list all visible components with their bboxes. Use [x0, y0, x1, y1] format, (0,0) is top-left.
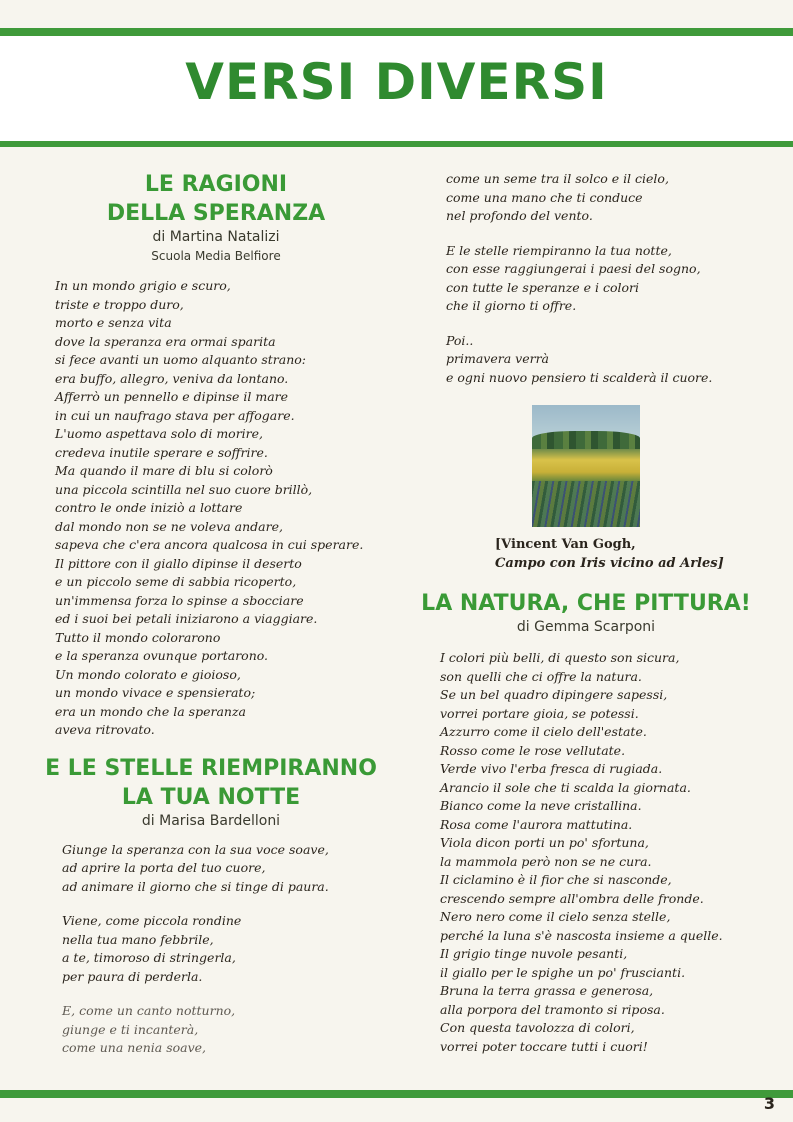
- verse-line: ed i suoi bei petali iniziarono a viaggiare.: [55, 611, 318, 626]
- verse-line: giunge e ti incanterà,: [62, 1021, 199, 1037]
- verse-line: Tutto il mondo colorarono: [55, 629, 221, 645]
- bottom-green-band: [0, 1090, 793, 1098]
- painting-figure: [410, 405, 762, 573]
- verse-line: son quelli che ci offre la natura.: [440, 668, 642, 684]
- stanza: [446, 332, 762, 388]
- poem-title: LA TUA NOTTE: [121, 784, 301, 810]
- verse-line: Il grigio tinge nuvole pesanti,: [440, 946, 628, 961]
- painting-iris: [532, 481, 640, 527]
- verse-line: Bianco come la neve cristallina.: [440, 798, 642, 813]
- verse-line: perché la luna s'è nascosta insieme a quelle.: [440, 927, 723, 943]
- verse-line: Il ciclamino è il fior che si nasconde,: [440, 872, 672, 887]
- verse-line: la mammola però non se ne cura.: [440, 853, 652, 869]
- verse-line: E le stelle riempiranno la tua notte,: [446, 242, 672, 258]
- verse-line: Nero nero come il cielo senza stelle,: [440, 909, 671, 924]
- verse-line: In un mondo grigio e scuro,: [55, 278, 231, 293]
- top-green-band: [0, 28, 793, 36]
- verse-line: con esse raggiungerai i paesi del sogno,: [446, 261, 701, 276]
- verse-line: come una mano che ti conduce: [446, 189, 643, 205]
- verse-line: Ma quando il mare di blu si colorò: [55, 463, 273, 478]
- verse-line: si fece avanti un uomo alquanto strano:: [55, 352, 306, 367]
- verse-line: Viene, come piccola rondine: [62, 913, 242, 928]
- verse-line: aveva ritrovato.: [55, 722, 155, 737]
- verse-line: nel profondo del vento.: [446, 208, 593, 223]
- stanza: [62, 1002, 382, 1058]
- painting-caption: [495, 535, 762, 573]
- poem-body: [410, 649, 762, 1056]
- verse-line: un mondo vivace e spensierato;: [55, 685, 256, 700]
- stanza: [446, 170, 762, 226]
- verse-line: era buffo, allegro, veniva da lontano.: [55, 370, 289, 386]
- verse-line: dal mondo non se ne voleva andare,: [55, 518, 283, 534]
- stanza: [62, 912, 382, 986]
- header-green-line: [0, 141, 793, 147]
- verse-line: vorrei portare gioia, se potessi.: [440, 705, 639, 721]
- verse-line: Azzurro come il cielo dell'estate.: [440, 724, 647, 739]
- stanza: [62, 841, 382, 897]
- painting-trees: [532, 431, 640, 449]
- poem-body: [50, 277, 382, 740]
- verse-line: I colori più belli, di questo son sicura,: [440, 650, 680, 665]
- left-column: [40, 170, 382, 1058]
- stanza: [446, 242, 762, 316]
- verse-line: Bruna la terra grassa e generosa,: [440, 983, 654, 998]
- verse-line: a te, timoroso di stringerla,: [62, 950, 236, 965]
- verse-line: credeva inutile sperare e soffrire.: [55, 444, 268, 460]
- verse-line: primavera verrà: [446, 351, 550, 366]
- verse-line: crescendo sempre all'ombra delle fronde.: [440, 890, 704, 906]
- caption-line: [Vincent Van Gogh,: [495, 537, 636, 552]
- poem-natura: [410, 589, 762, 1056]
- verse-line: E, come un canto notturno,: [62, 1003, 236, 1018]
- verse-line: Arancio il sole che ti scalda la giornata.: [440, 779, 691, 795]
- poem-stelle: [40, 754, 382, 1058]
- verse-line: un'immensa forza lo spinse a sbocciare: [55, 592, 304, 608]
- verse-line: Verde vivo l'erba fresca di rugiada.: [440, 761, 663, 776]
- verse-line: con tutte le speranze e i colori: [446, 279, 640, 295]
- page-title: VERSI DIVERSI: [185, 53, 608, 111]
- poem-title: LE RAGIONI: [144, 172, 288, 197]
- verse-line: sapeva che c'era ancora qualcosa in cui sperare.: [55, 537, 364, 552]
- poem-school: Scuola Media Belfiore: [151, 249, 281, 263]
- poem-title: LA NATURA, CHE PITTURA!: [421, 591, 751, 616]
- verse-line: che il giorno ti offre.: [446, 298, 577, 313]
- verse-line: Se un bel quadro dipingere sapessi,: [440, 687, 668, 702]
- poem-author: di Gemma Scarponi: [516, 619, 656, 635]
- verse-line: Giunge la speranza con la sua voce soave,: [62, 841, 329, 857]
- verse-line: in cui un naufrago stava per affogare.: [55, 407, 295, 423]
- verse-line: come una nenia soave,: [62, 1040, 207, 1055]
- verse-line: Il pittore con il giallo dipinse il deserto: [55, 555, 302, 571]
- verse-line: e ogni nuovo pensiero ti scalderà il cuore.: [446, 369, 713, 385]
- verse-line: era un mondo che la speranza: [55, 703, 246, 719]
- verse-line: Rosso come le rose vellutate.: [440, 742, 626, 758]
- poem-body: [40, 841, 382, 1058]
- verse-line: il giallo per le spighe un po' fruscianti.: [440, 964, 686, 980]
- verse-line: Afferrò un pennello e dipinse il mare: [55, 389, 289, 404]
- verse-line: contro le onde iniziò a lottare: [55, 500, 243, 515]
- poem-stelle-continued: [410, 170, 762, 387]
- verse-line: dove la speranza era ormai sparita: [55, 333, 276, 349]
- verse-line: Un mondo colorato e gioioso,: [55, 666, 241, 682]
- verse-line: come un seme tra il solco e il cielo,: [446, 171, 669, 186]
- right-column: [410, 170, 762, 1056]
- poem-title: E LE STELLE RIEMPIRANNO: [45, 755, 377, 781]
- verse-line: morto e senza vita: [55, 315, 172, 330]
- verse-line: Rosa come l'aurora mattutina.: [440, 816, 633, 832]
- verse-line: ad animare il giorno che si tinge di paura.: [62, 878, 329, 894]
- poem-ragioni: [40, 170, 382, 740]
- verse-line: alla porpora del tramonto si riposa.: [440, 1001, 665, 1017]
- painting-image: [532, 405, 640, 527]
- verse-line: vorrei poter toccare tutti i cuori!: [440, 1038, 648, 1054]
- verse-line: Viola dicon porti un po' sfortuna,: [440, 835, 649, 850]
- verse-line: Con questa tavolozza di colori,: [440, 1020, 635, 1035]
- verse-line: ad aprire la porta del tuo cuore,: [62, 860, 266, 875]
- verse-line: una piccola scintilla nel suo cuore brillò,: [55, 481, 313, 497]
- verse-line: e la speranza ovunque portarono.: [55, 648, 269, 663]
- verse-line: e un piccolo seme di sabbia ricoperto,: [55, 574, 297, 589]
- poem-title: DELLA SPERANZA: [106, 201, 326, 226]
- poem-author: di Martina Natalizi: [152, 229, 280, 245]
- poem-author: di Marisa Bardelloni: [141, 812, 281, 829]
- verse-line: per paura di perderla.: [62, 968, 203, 984]
- verse-line: triste e troppo duro,: [55, 296, 184, 312]
- verse-line: nella tua mano febbrile,: [62, 931, 214, 947]
- page-number: 3: [763, 1094, 775, 1113]
- verse-line: L'uomo aspettava solo di morire,: [55, 426, 264, 441]
- caption-line: Campo con Iris vicino ad Arles]: [495, 556, 724, 571]
- verse-line: Poi..: [446, 332, 474, 348]
